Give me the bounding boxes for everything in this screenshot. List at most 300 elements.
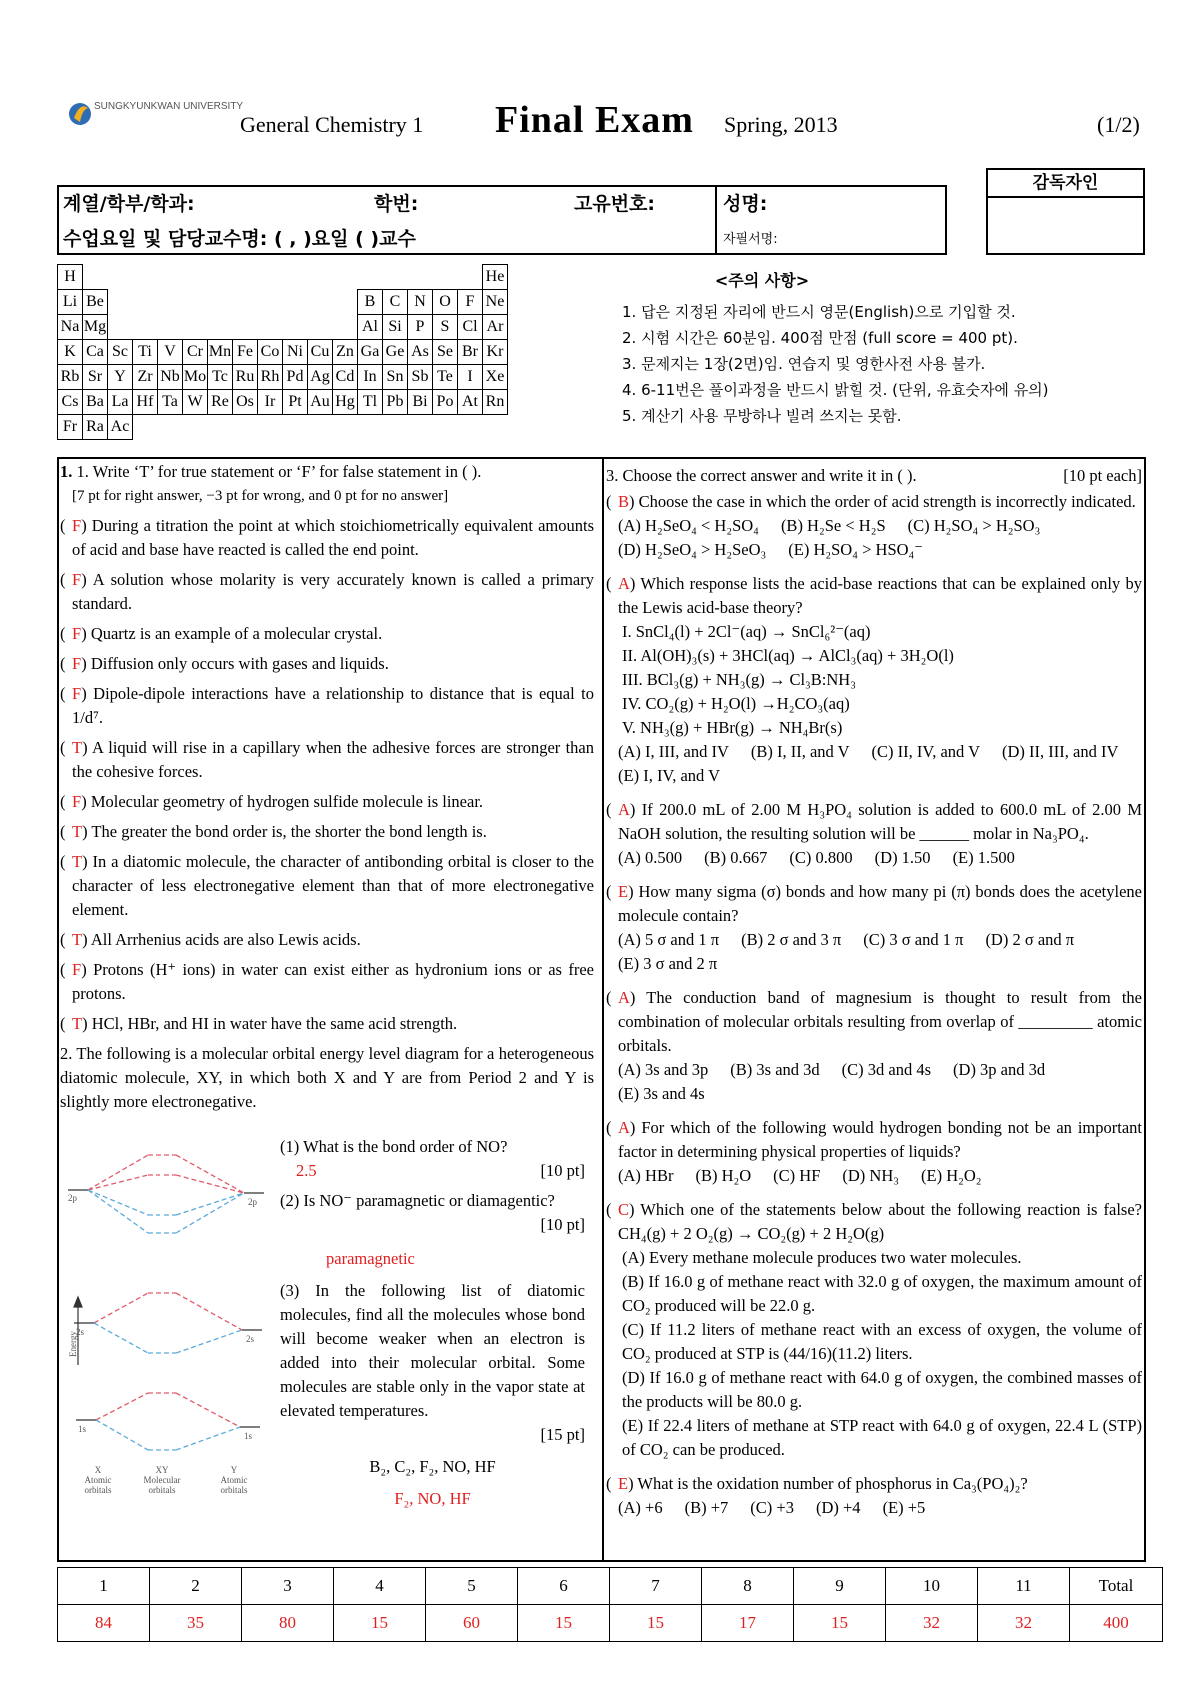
course-name: General Chemistry 1 [240, 112, 424, 137]
element-cell: Hf [133, 390, 158, 415]
q3-option[interactable]: (B) 0.667 [704, 848, 768, 867]
q1-paren: ) [81, 684, 94, 703]
element-cell: Ne [483, 290, 508, 315]
q1-paren: ( [60, 930, 66, 949]
q1-item [60, 682, 594, 730]
q3-question: Choose the case in which the order of acid strength is incorrectly indicated. [638, 492, 1136, 511]
element-cell: Cs [58, 390, 83, 415]
notices [622, 268, 1049, 429]
element-cell: W [183, 390, 208, 415]
element-cell: Nb [158, 365, 183, 390]
q3-option[interactable]: (C) +3 [750, 1498, 794, 1517]
element-cell: Al [358, 315, 383, 340]
q3-option[interactable]: (D) 3p and 3d [953, 1060, 1046, 1079]
element-cell: Ag [308, 365, 333, 390]
empty-cell [333, 415, 358, 440]
exam-term: Spring, 2013 [724, 112, 838, 137]
q3-option[interactable]: (A) 5 σ and 1 π [618, 930, 720, 949]
q3-option[interactable]: (B) H₂O [695, 1166, 752, 1185]
empty-cell [83, 265, 108, 290]
score-label: Total [1070, 1568, 1163, 1605]
q3-option[interactable]: (C) HF [773, 1166, 821, 1185]
q1-item [60, 1012, 594, 1036]
q3-paren: ( [606, 492, 612, 511]
q3-item [606, 1472, 1142, 1520]
q3-line: I. SnCl₄(l) + 2Cl⁻(aq) → SnCl₆²⁻(aq) [622, 622, 871, 641]
empty-cell [208, 265, 233, 290]
q1-statement: Molecular geometry of hydrogen sulfide molecule is linear. [90, 792, 484, 811]
element-cell: Sn [383, 365, 408, 390]
q1-head-text: 1. Write ‘T’ for true statement or ‘F’ for false statement in ( ). [76, 462, 482, 481]
q3-item [606, 490, 1142, 562]
element-cell: P [408, 315, 433, 340]
student-id-label[interactable]: 학번: [374, 193, 419, 215]
score-label: 4 [334, 1568, 426, 1605]
element-cell: Tl [358, 390, 383, 415]
element-cell: Ra [83, 415, 108, 440]
q1-statement: All Arrhenius acids are also Lewis acids. [90, 930, 361, 949]
element-cell: N [408, 290, 433, 315]
score-value: 35 [150, 1605, 242, 1642]
empty-cell [408, 265, 433, 290]
q3-option[interactable]: (B) 2 σ and 3 π [741, 930, 842, 949]
logo-text-1: SUNGKYUNKWAN UNIVERSITY [94, 101, 244, 112]
empty-cell [408, 415, 433, 440]
empty-cell [308, 265, 333, 290]
q3-option[interactable]: (A) 3s and 3p [618, 1060, 709, 1079]
q3-head [606, 464, 1142, 488]
element-cell: Zn [333, 340, 358, 365]
q1-statement: A solution whose molarity is very accurately known is called a primary standard. [72, 570, 594, 613]
q3-option[interactable]: (C) H₂SO₄ > H₂SO₃ [907, 516, 1041, 535]
q3-paren: ) [629, 800, 642, 819]
empty-cell [133, 315, 158, 340]
element-cell: Mn [208, 340, 233, 365]
q1-item [60, 790, 594, 814]
q3-answer[interactable]: B [618, 492, 630, 511]
q1-answer[interactable]: F [72, 516, 82, 535]
q1-answer[interactable]: F [72, 654, 82, 673]
university-logo [68, 96, 244, 132]
empty-cell [383, 415, 408, 440]
q3-line: (A) Every methane molecule produces two water molecules. [622, 1248, 1022, 1267]
element-cell: Se [433, 340, 458, 365]
q1-paren: ( [60, 516, 66, 535]
q2-head: 2. The following is a molecular orbital energy level diagram for a heterogeneous diatomic molecule, XY, in which both X and Y are from Period 2 and Y is slightly more electronegative. [60, 1044, 594, 1111]
q3-answer[interactable]: C [618, 1200, 630, 1219]
mo-2p-right: 2p [248, 1197, 257, 1207]
element-cell: K [58, 340, 83, 365]
mo-blue-lines [88, 1190, 244, 1450]
element-cell: S [433, 315, 458, 340]
q3-option[interactable]: (D) 1.50 [874, 848, 931, 867]
q3-options [618, 928, 1142, 976]
empty-cell [283, 265, 308, 290]
q1-paren: ( [60, 822, 66, 841]
q3-option[interactable]: (E) 3s and 4s [618, 1084, 705, 1103]
element-cell: Pb [383, 390, 408, 415]
element-cell: Ru [233, 365, 258, 390]
empty-cell [183, 315, 208, 340]
score-value: 15 [794, 1605, 886, 1642]
empty-cell [458, 265, 483, 290]
empty-cell [333, 315, 358, 340]
element-cell: Br [458, 340, 483, 365]
score-label: 7 [610, 1568, 702, 1605]
element-cell: Bi [408, 390, 433, 415]
q1-answer[interactable]: F [72, 570, 82, 589]
empty-cell [158, 315, 183, 340]
element-cell: O [433, 290, 458, 315]
q1-answer[interactable]: F [72, 960, 82, 979]
element-cell: Te [433, 365, 458, 390]
q3-option[interactable]: (E) +5 [882, 1498, 926, 1517]
q2-p3-list: B₂, C₂, F₂, NO, HF [369, 1457, 496, 1476]
element-cell: At [458, 390, 483, 415]
empty-cell [133, 265, 158, 290]
q3-option[interactable]: (A) 0.500 [618, 848, 683, 867]
q3-question: The conduction band of magnesium is thought to result from the combination of molecular orbitals resulting from overlap of _________ atomic orbitals. [618, 988, 1142, 1055]
empty-cell [433, 265, 458, 290]
empty-cell [108, 315, 133, 340]
q1-paren: ) [82, 1014, 92, 1033]
score-value: 15 [610, 1605, 702, 1642]
element-cell: Ti [133, 340, 158, 365]
element-cell: Fe [233, 340, 258, 365]
element-cell: Na [58, 315, 83, 340]
empty-cell [183, 415, 208, 440]
q3-option[interactable]: (B) 3s and 3d [730, 1060, 820, 1079]
class-professor-label[interactable]: 수업요일 및 담당교수명: ( , )요일 ( )교수 [63, 228, 416, 250]
proctor-label: 감독자인 [988, 170, 1143, 198]
empty-cell [333, 290, 358, 315]
mo-2p-left: 2p [68, 1193, 77, 1203]
empty-cell [283, 290, 308, 315]
q3-option[interactable]: (E) H₂O₂ [921, 1166, 982, 1185]
element-cell: Ac [108, 415, 133, 440]
element-cell: C [383, 290, 408, 315]
q3-answer[interactable]: E [618, 1474, 629, 1493]
element-cell: Cd [333, 365, 358, 390]
mo-2s-right: 2s [246, 1334, 255, 1344]
q2-p1-points: [10 pt] [540, 1161, 585, 1180]
empty-cell [433, 415, 458, 440]
empty-cell [183, 290, 208, 315]
q3-paren: ) [629, 1118, 642, 1137]
empty-cell [258, 265, 283, 290]
left-column [60, 460, 594, 1114]
q3-item [606, 986, 1142, 1106]
element-cell: Kr [483, 340, 508, 365]
score-value: 15 [334, 1605, 426, 1642]
score-value: 400 [1070, 1605, 1163, 1642]
mo-y-label: Y Atomic orbitals [220, 1465, 248, 1495]
score-value: 32 [886, 1605, 978, 1642]
element-cell: Sr [83, 365, 108, 390]
element-cell: Pd [283, 365, 308, 390]
q3-paren: ) [629, 492, 639, 511]
q3-option[interactable]: (D) +4 [815, 1498, 861, 1517]
q1-statement: In a diatomic molecule, the character of antibonding orbital is closer to the character of less electronegative element than that of more electronegative element. [72, 852, 594, 919]
q1-item [60, 736, 594, 784]
element-cell: Y [108, 365, 133, 390]
mo-2s-left: 2s [76, 1327, 85, 1337]
q2-subquestions [280, 1135, 585, 1511]
q3-item [606, 1198, 1142, 1462]
empty-cell [208, 315, 233, 340]
notice-item: 5. 계산기 사용 무방하나 빌려 쓰지는 못함. [622, 407, 902, 425]
q2-p3-answer[interactable]: F₂, NO, HF [394, 1489, 471, 1508]
element-cell: I [458, 365, 483, 390]
element-cell: Rh [258, 365, 283, 390]
q3-option[interactable]: (B) +7 [684, 1498, 729, 1517]
q3-paren: ( [606, 988, 612, 1007]
q3-option[interactable]: (C) 3 σ and 1 π [863, 930, 964, 949]
empty-cell [258, 415, 283, 440]
q3-option[interactable]: (E) H₂SO₄ > HSO₄⁻ [788, 540, 923, 559]
element-cell: Ba [83, 390, 108, 415]
q1-paren: ) [81, 792, 91, 811]
q1-paren: ) [81, 960, 94, 979]
q3-question: Which one of the statements below about the following reaction is false? CH₄(g) + 2 O₂(g) → CO₂(g) + 2 H₂O(g) [618, 1200, 1142, 1243]
element-cell: Be [83, 290, 108, 315]
q3-answer[interactable]: A [618, 800, 630, 819]
q3-paren: ( [606, 1200, 612, 1219]
q1-item [60, 820, 594, 844]
score-table [57, 1567, 1163, 1642]
q3-options [618, 1496, 1142, 1520]
q3-option[interactable]: (B) H₂Se < H₂S [780, 516, 886, 535]
q3-option[interactable]: (E) 3 σ and 2 π [618, 954, 718, 973]
notice-item: 2. 시험 시간은 60분임. 400점 만점 (full score = 400 pt). [622, 329, 1018, 347]
element-cell: Pt [283, 390, 308, 415]
element-cell: Sc [108, 340, 133, 365]
element-cell: Mg [83, 315, 108, 340]
element-cell: Li [58, 290, 83, 315]
element-cell: Fr [58, 415, 83, 440]
q1-paren: ) [81, 570, 93, 589]
q3-line: V. NH₃(g) + HBr(g) → NH₄Br(s) [622, 718, 843, 737]
q1-paren: ( [60, 792, 66, 811]
q1-answer[interactable]: T [72, 1014, 83, 1033]
empty-cell [458, 415, 483, 440]
q3-option[interactable]: (C) 3d and 4s [841, 1060, 932, 1079]
q3-line: (E) If 22.4 liters of methane at STP react with 64.0 g of oxygen, 22.4 L (STP) of CO₂ can be produced. [622, 1416, 1142, 1459]
mo-energy-label: Energy [68, 1331, 78, 1357]
q3-answer[interactable]: A [618, 1118, 630, 1137]
q1-paren: ( [60, 738, 66, 757]
score-label: 9 [794, 1568, 886, 1605]
q1-paren: ( [60, 960, 66, 979]
q1-statement: Protons (H⁺ ions) in water can exist either as hydronium ions or as free protons. [72, 960, 594, 1003]
q1-paren: ( [60, 684, 66, 703]
empty-cell [483, 415, 508, 440]
unique-number-label[interactable]: 고유번호: [574, 193, 656, 215]
q3-option[interactable]: (D) NH₃ [842, 1166, 900, 1185]
q3-option[interactable]: (D) H₂SeO₄ > H₂SeO₃ [618, 540, 767, 559]
q3-line: II. Al(OH)₃(s) + 3HCl(aq) → AlCl₃(aq) + 3H₂O(l) [622, 646, 954, 665]
q3-answer[interactable]: E [618, 882, 629, 901]
q3-line: (B) If 16.0 g of methane react with 32.0 g of oxygen, the maximum amount of CO₂ produced will be 22.0 g. [622, 1272, 1142, 1315]
q3-paren: ( [606, 1474, 612, 1493]
q3-options [618, 1058, 1142, 1106]
name-cell[interactable] [715, 187, 947, 253]
element-cell: Re [208, 390, 233, 415]
q2-p2: (2) Is NO⁻ paramagnetic or diamagentic? [280, 1191, 555, 1210]
empty-cell [233, 315, 258, 340]
q3-options [618, 514, 1142, 562]
element-cell: Ar [483, 315, 508, 340]
score-label: 3 [242, 1568, 334, 1605]
q3-answer[interactable]: A [618, 988, 630, 1007]
q1-statement: Dipole-dipole interactions have a relationship to distance that is equal to 1/d⁷. [72, 684, 594, 727]
q3-option[interactable]: (E) I, IV, and V [618, 766, 721, 785]
element-cell: Os [233, 390, 258, 415]
score-value: 84 [58, 1605, 150, 1642]
q1-answer[interactable]: T [72, 822, 83, 841]
score-value: 15 [518, 1605, 610, 1642]
q3-item [606, 880, 1142, 976]
q1-item [60, 622, 594, 646]
score-label: 2 [150, 1568, 242, 1605]
element-cell: Cl [458, 315, 483, 340]
q1-statement: HCl, HBr, and HI in water have the same acid strength. [91, 1014, 458, 1033]
score-label: 5 [426, 1568, 518, 1605]
empty-cell [208, 290, 233, 315]
q3-option[interactable]: (A) I, III, and IV [618, 742, 729, 761]
student-info-box [57, 185, 947, 255]
q1-answer[interactable]: T [72, 738, 83, 757]
periodic-table [57, 264, 508, 440]
q1-item [60, 958, 594, 1006]
empty-cell [108, 265, 133, 290]
q3-answer[interactable]: A [618, 574, 630, 593]
q1-scoring: [7 pt for right answer, −3 pt for wrong, and 0 pt for no answer] [72, 488, 449, 504]
q3-paren: ) [628, 1474, 638, 1493]
score-label: 10 [886, 1568, 978, 1605]
q1-answer[interactable]: F [72, 684, 82, 703]
mo-1s-left: 1s [78, 1424, 87, 1434]
q3-paren: ) [629, 988, 647, 1007]
score-value: 17 [702, 1605, 794, 1642]
empty-cell [133, 290, 158, 315]
q3-item [606, 572, 1142, 788]
q2-p2-answer[interactable]: paramagnetic [326, 1249, 415, 1268]
empty-cell [158, 290, 183, 315]
proctor-box[interactable] [986, 168, 1145, 255]
empty-cell [258, 290, 283, 315]
empty-cell [183, 265, 208, 290]
q3-paren: ) [628, 882, 639, 901]
q3-option[interactable]: (D) 2 σ and π [985, 930, 1075, 949]
score-value: 60 [426, 1605, 518, 1642]
q3-paren: ) [629, 1200, 641, 1219]
q3-option[interactable]: (B) I, II, and V [750, 742, 850, 761]
element-cell: Co [258, 340, 283, 365]
q3-option[interactable]: (C) 0.800 [789, 848, 853, 867]
q2-p3-points: [15 pt] [540, 1425, 585, 1444]
element-cell: Sb [408, 365, 433, 390]
q1-paren: ) [81, 654, 91, 673]
q3-question: If 200.0 mL of 2.00 M H₃PO₄ solution is added to 600.0 mL of 2.00 M NaOH solution, the resulting solution will be ______ molar in Na₃PO₄. [618, 800, 1142, 843]
mo-diagram [64, 1135, 274, 1495]
page-number: (1/2) [1097, 112, 1140, 137]
element-cell: Hg [333, 390, 358, 415]
q1-paren: ) [81, 516, 92, 535]
q3-option[interactable]: (A) +6 [618, 1498, 663, 1517]
q1-answer[interactable]: T [72, 852, 83, 871]
element-cell: Rn [483, 390, 508, 415]
element-cell: Ni [283, 340, 308, 365]
right-column [606, 464, 1142, 1530]
q3-option[interactable]: (A) H₂SeO₄ < H₂SO₄ [618, 516, 759, 535]
empty-cell [308, 315, 333, 340]
empty-cell [158, 265, 183, 290]
q1-answer[interactable]: F [72, 624, 82, 643]
dept-label: 계열/학부/학과: [63, 193, 195, 215]
empty-cell [233, 415, 258, 440]
q1-answer[interactable]: F [72, 792, 82, 811]
empty-cell [108, 290, 133, 315]
empty-cell [333, 265, 358, 290]
empty-cell [233, 265, 258, 290]
q1-statement: Quartz is an example of a molecular crystal. [90, 624, 383, 643]
q1-statement: A liquid will rise in a capillary when the adhesive forces are stronger than the cohesive forces. [72, 738, 594, 781]
q1-head: 1. 1. Write ‘T’ for true statement or ‘F’ for false statement in ( ). [60, 462, 482, 481]
q1-answer[interactable]: T [72, 930, 83, 949]
name-label: 성명: [723, 193, 768, 215]
q2-p1-answer[interactable]: 2.5 [296, 1161, 317, 1180]
score-label: 8 [702, 1568, 794, 1605]
empty-cell [358, 415, 383, 440]
q1-statement: Diffusion only occurs with gases and liquids. [90, 654, 389, 673]
q3-option[interactable]: (C) II, IV, and V [871, 742, 981, 761]
element-cell: B [358, 290, 383, 315]
element-cell: Tc [208, 365, 233, 390]
q1-paren: ( [60, 570, 66, 589]
empty-cell [383, 265, 408, 290]
q1-paren: ) [81, 624, 91, 643]
q3-item [606, 1116, 1142, 1188]
q3-question: For which of the following would hydrogen bonding not be an important factor in determining physical properties of liquids? [618, 1118, 1142, 1161]
q1-item [60, 514, 594, 562]
q3-option[interactable]: (D) II, III, and IV [1002, 742, 1119, 761]
mo-x-label: X Atomic orbitals [84, 1465, 112, 1495]
q3-options [618, 846, 1142, 870]
q3-options [618, 740, 1142, 788]
element-cell: Cu [308, 340, 333, 365]
q3-paren: ( [606, 1118, 612, 1137]
q3-line: IV. CO₂(g) + H₂O(l) →H₂CO₃(aq) [622, 694, 850, 713]
element-cell: V [158, 340, 183, 365]
q3-option[interactable]: (E) 1.500 [952, 848, 1015, 867]
score-label: 11 [978, 1568, 1070, 1605]
empty-cell [283, 415, 308, 440]
empty-cell [283, 315, 308, 340]
q3-question: Which response lists the acid-base reactions that can be explained only by the Lewis acid-base theory? [618, 574, 1142, 617]
empty-cell [308, 290, 333, 315]
element-cell: Xe [483, 365, 508, 390]
q1-item [60, 568, 594, 616]
q1-paren: ) [82, 822, 92, 841]
element-cell: Ca [83, 340, 108, 365]
q3-option[interactable]: (A) HBr [618, 1166, 674, 1185]
element-cell: In [358, 365, 383, 390]
q1-item [60, 850, 594, 922]
element-cell: Ge [383, 340, 408, 365]
element-cell: Mo [183, 365, 208, 390]
q3-line: III. BCl₃(g) + NH₃(g) → Cl₃B:NH₃ [622, 670, 856, 689]
